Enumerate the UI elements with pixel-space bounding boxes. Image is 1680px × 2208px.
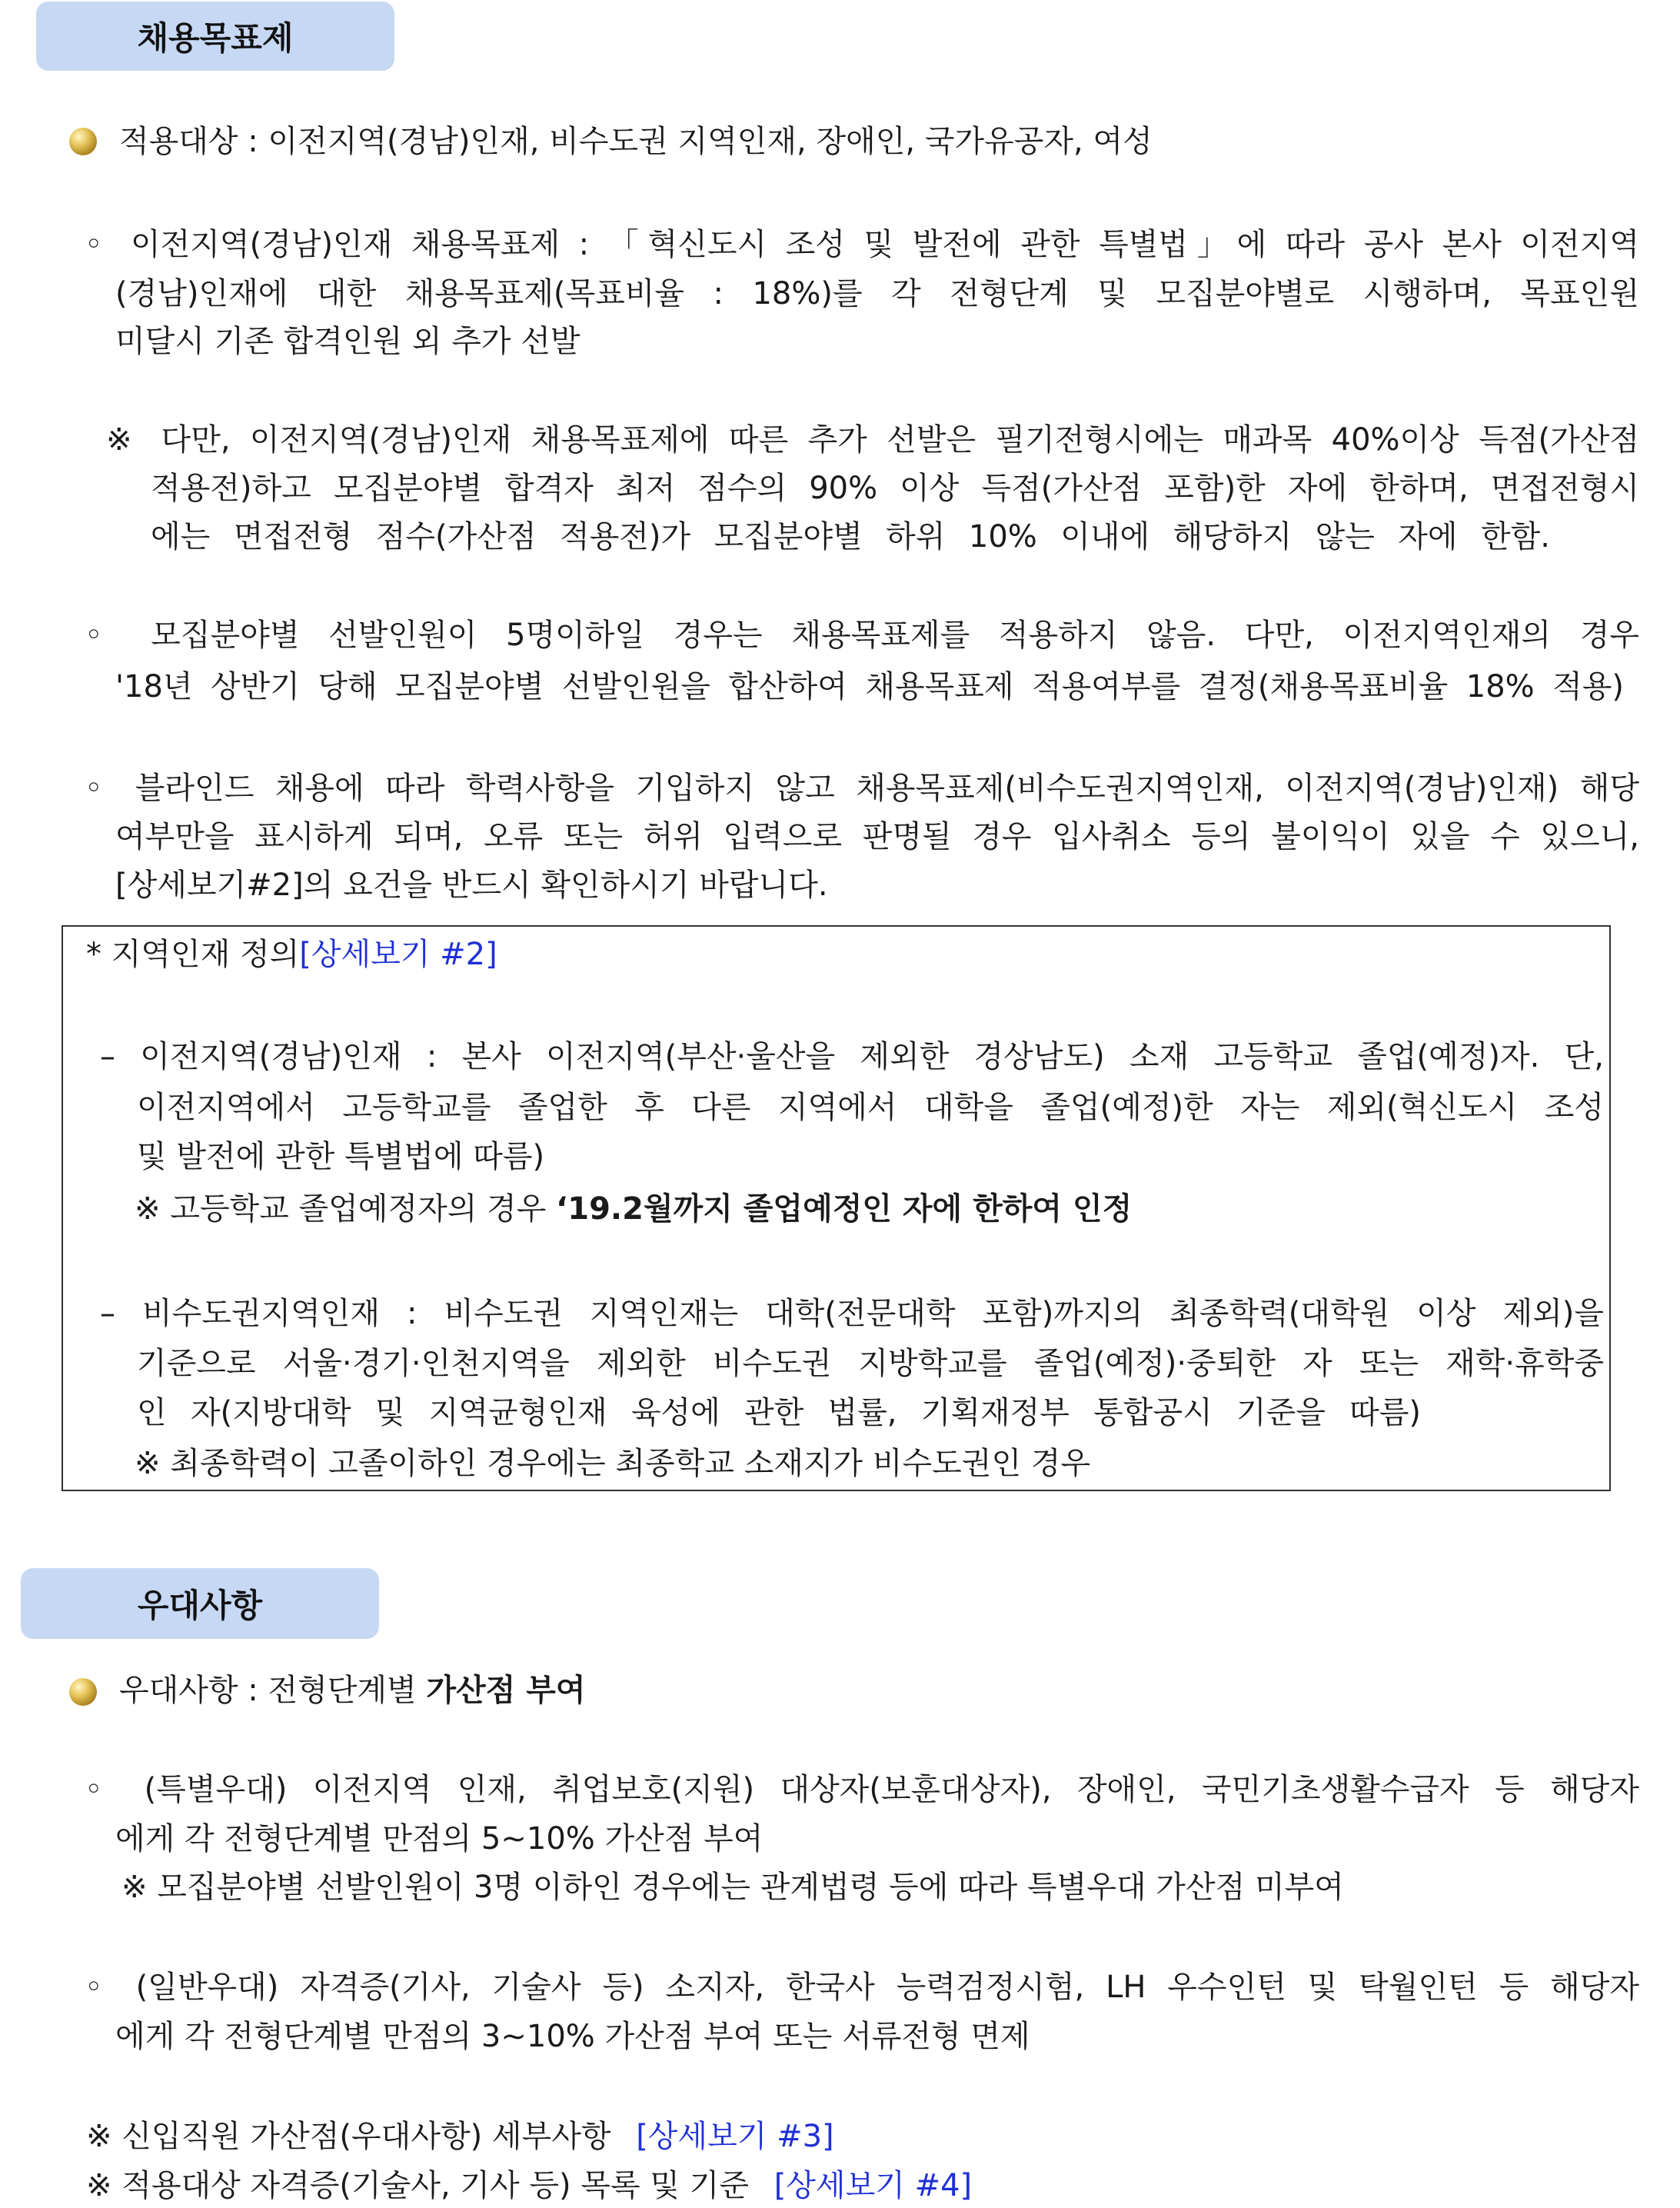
box-heading-label: * 지역인재 정의 bbox=[86, 937, 300, 972]
definition-note-text: ※ 고등학교 졸업예정자의 경우 bbox=[135, 1191, 557, 1227]
preferences-bullet bbox=[119, 1675, 586, 1706]
bullet-ball-icon bbox=[69, 128, 97, 155]
note-line: 에는 면접전형 점수(가산점 적용전)가 모집분야별 하위 10% 이내에 해당하지 않는 자에 한함. bbox=[151, 519, 1550, 554]
box-heading bbox=[86, 939, 497, 970]
section-title: 채용목표제 bbox=[137, 19, 294, 57]
paragraph-line: 여부만을 표시하게 되며, 오류 또는 허위 입력으로 판명될 경우 입사취소 등의 불이익이 있을 수 있으니, bbox=[115, 819, 1639, 854]
note-line: 적용전)하고 모집분야별 합격자 최저 점수의 90% 이상 득점(가산점 포함)한 자에 한하며, 면접전형시 bbox=[151, 471, 1639, 506]
paragraph-line: ◦ 블라인드 채용에 따라 학력사항을 기입하지 않고 채용목표제(비수도권지역인재, 이전지역(경남)인재) 해당 bbox=[85, 771, 1639, 806]
paragraph-line: ◦ (일반우대) 자격증(기사, 기술사 등) 소지자, 한국사 능력검정시험, LH 우수인턴 및 탁월인턴 등 해당자 bbox=[85, 1970, 1639, 2005]
paragraph-line: ◦ 이전지역(경남)인재 채용목표제 : 「혁신도시 조성 및 발전에 관한 특별법」에 따라 공사 본사 이전지역 bbox=[85, 227, 1639, 262]
detail-link-3[interactable]: [상세보기 #3] bbox=[636, 2119, 834, 2154]
section-header-preferences bbox=[21, 1568, 379, 1639]
note-line: ※ 모집분야별 선발인원이 3명 이하인 경우에는 관계법령 등에 따라 특별우대 가산점 미부여 bbox=[121, 1870, 1344, 1905]
paragraph-line: ◦ 모집분야별 선발인원이 5명이하일 경우는 채용목표제를 적용하지 않음. 다만, 이전지역인재의 경우 bbox=[85, 618, 1639, 653]
paragraph-line: 에게 각 전형단계별 만점의 3∼10% 가산점 부여 또는 서류전형 면제 bbox=[115, 2019, 1030, 2054]
reference-text: ※ 신입직원 가산점(우대사항) 세부사항 bbox=[86, 2119, 621, 2154]
detail-link-2[interactable]: [상세보기 #2] bbox=[299, 937, 497, 972]
reference-text: ※ 적용대상 자격증(기술사, 기사 등) 목록 및 기준 bbox=[86, 2168, 759, 2203]
paragraph-line: 에게 각 전형단계별 만점의 5∼10% 가산점 부여 bbox=[115, 1821, 763, 1857]
section-title: 우대사항 bbox=[137, 1587, 263, 1624]
preferences-bullet-emphasis: 가산점 부여 bbox=[426, 1673, 586, 1708]
definition-line: – 비수도권지역인재 : 비수도권 지역인재는 대학(전문대학 포함)까지의 최종학력(대학원 이상 제외)을 bbox=[100, 1296, 1604, 1331]
paragraph-line: [상세보기#2]의 요건을 반드시 확인하시기 바랍니다. bbox=[115, 868, 828, 903]
definition-line: 이전지역에서 고등학교를 졸업한 후 다른 지역에서 대학을 졸업(예정)한 자는 제외(혁신도시 조성 bbox=[137, 1090, 1604, 1125]
note-line: ※ 다만, 이전지역(경남)인재 채용목표제에 따른 추가 선발은 필기전형시에는 매과목 40%이상 득점(가산점 bbox=[106, 422, 1639, 458]
definition-line: 및 발전에 관한 특별법에 따름) bbox=[137, 1139, 545, 1174]
section-header-hiring-target bbox=[36, 2, 394, 71]
definition-line: 기준으로 서울·경기·인천지역을 제외한 비수도권 지방학교를 졸업(예정)·중퇴한 자 또는 재학·휴학중 bbox=[137, 1346, 1604, 1381]
detail-link-4[interactable]: [상세보기 #4] bbox=[773, 2168, 973, 2203]
bullet-ball-icon bbox=[69, 1678, 97, 1706]
reference-line bbox=[86, 2170, 972, 2201]
definition-line: – 이전지역(경남)인재 : 본사 이전지역(부산·울산을 제외한 경상남도) 소재 고등학교 졸업(예정)자. 단, bbox=[100, 1039, 1604, 1074]
definition-note: ※ 최종학력이 고졸이하인 경우에는 최종학교 소재지가 비수도권인 경우 bbox=[135, 1446, 1091, 1481]
definition-note-emphasis: ‘19.2월까지 졸업예정인 자에 한하여 인정 bbox=[556, 1191, 1133, 1227]
paragraph-line: '18년 상반기 당해 모집분야별 선발인원을 합산하여 채용목표제 적용여부를 결정(채용목표비율 18% 적용) bbox=[115, 669, 1624, 704]
definition-note bbox=[135, 1191, 1133, 1227]
paragraph-line: 미달시 기존 합격인원 외 추가 선발 bbox=[115, 324, 581, 359]
paragraph-line: (경남)인재에 대한 채용목표제(목표비율 : 18%)를 각 전형단계 및 모집분야별로 시행하며, 목표인원 bbox=[115, 276, 1639, 311]
preferences-bullet-text: 우대사항 : 전형단계별 bbox=[119, 1673, 427, 1708]
applicable-targets-text: 적용대상 : 이전지역(경남)인재, 비수도권 지역인재, 장애인, 국가유공자, 여성 bbox=[119, 124, 1153, 159]
paragraph-line: ◦ (특별우대) 이전지역 인재, 취업보호(지원) 대상자(보훈대상자), 장애인, 국민기초생활수급자 등 해당자 bbox=[85, 1772, 1639, 1807]
reference-line bbox=[86, 2121, 834, 2152]
definition-line: 인 자(지방대학 및 지역균형인재 육성에 관한 법률, 기획재정부 통합공시 기준을 따름) bbox=[137, 1395, 1421, 1430]
